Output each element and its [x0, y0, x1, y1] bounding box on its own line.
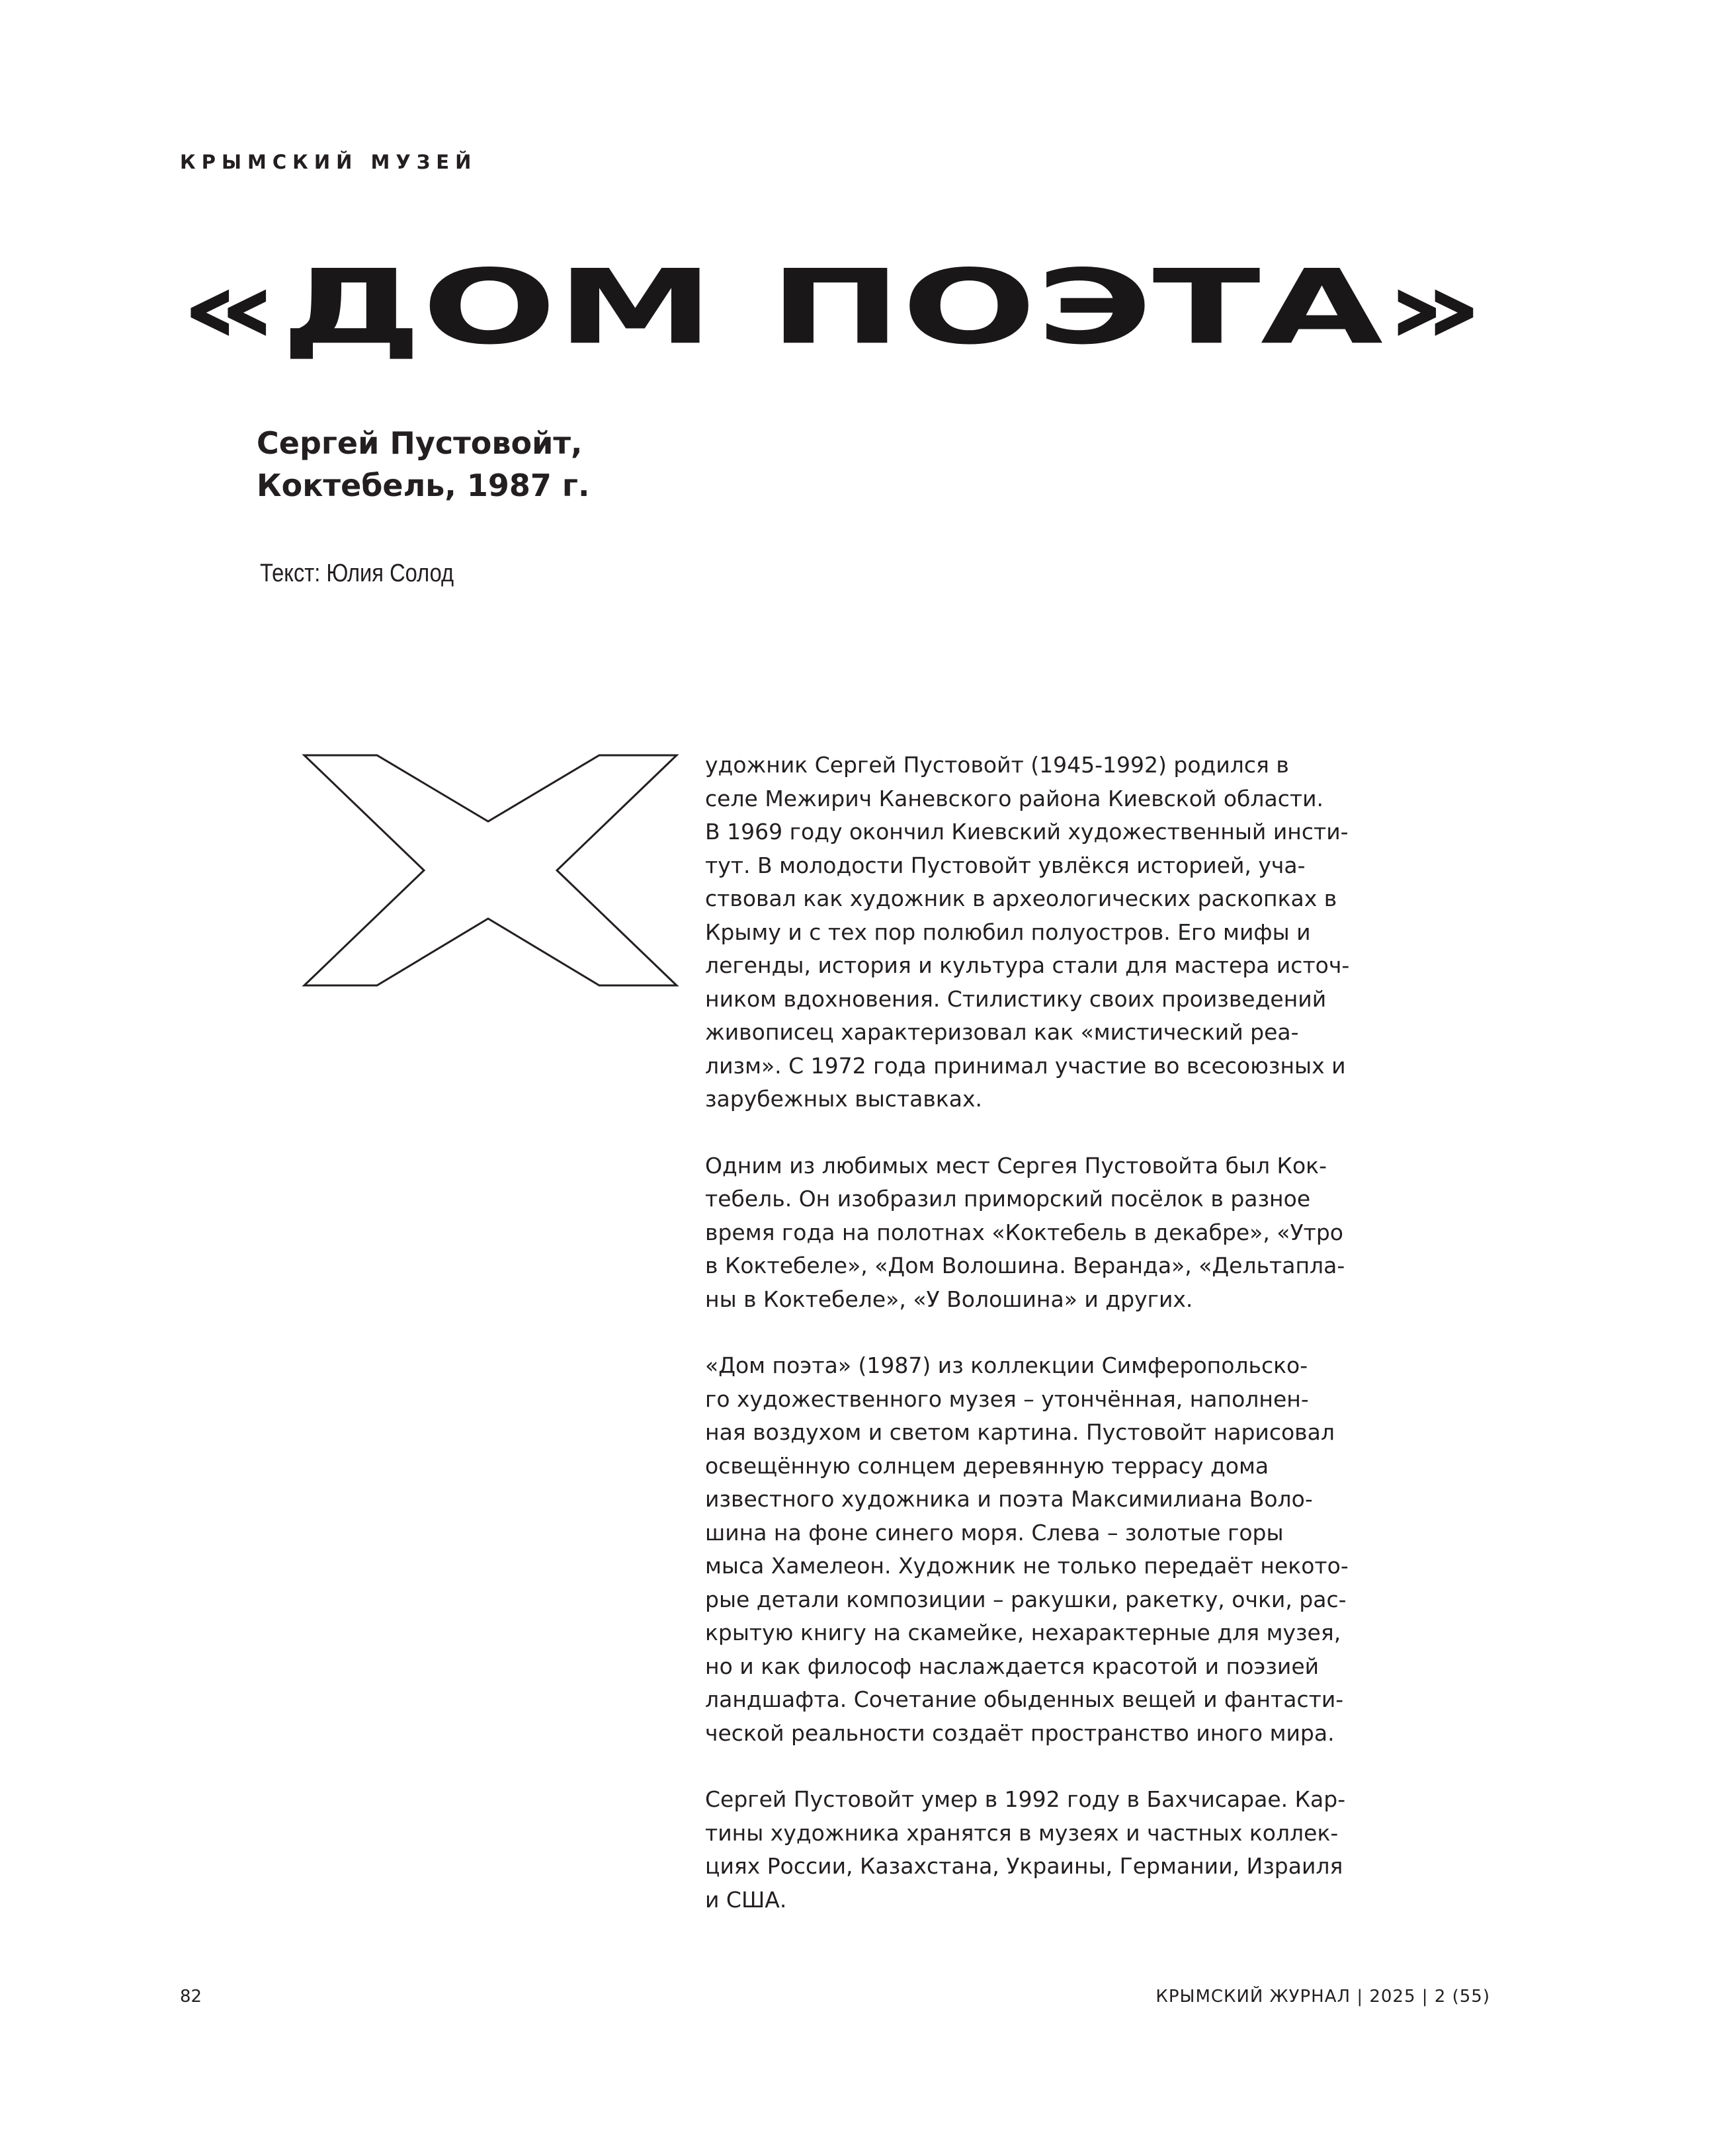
- caption-line-place-year: Коктебель, 1987 г.: [257, 468, 590, 503]
- text-line: Сергей Пустовойт умер в 1992 году в Бахчисарае. Кар-: [705, 1786, 1346, 1812]
- text-line: ником вдохновения. Стилистику своих произведений: [705, 985, 1327, 1012]
- text-line: легенды, история и культура стали для мастера источ-: [705, 952, 1350, 978]
- text-line: лизм». С 1972 года принимал участие во всесоюзных и: [705, 1052, 1346, 1079]
- article-title: «ДОМ ПОЭТА»: [179, 247, 1486, 368]
- drop-cap-letter: [301, 754, 681, 987]
- article-body: [705, 749, 1419, 1950]
- artwork-caption: [257, 422, 589, 507]
- paragraph-3: [705, 1349, 1419, 1750]
- page-number: 82: [180, 1987, 202, 2007]
- text-line: «Дом поэта» (1987) из коллекции Симферопольско-: [705, 1352, 1308, 1378]
- text-line: в Коктебеле», «Дом Волошина. Веранда», «Дельтапла-: [705, 1253, 1345, 1278]
- text-line: мыса Хамелеон. Художник не только передаёт некото-: [705, 1553, 1349, 1579]
- text-line: удожник Сергей Пустовойт (1945-1992) родился в: [705, 752, 1289, 778]
- text-line: Одним из любимых мест Сергея Пустовойта был Кок-: [705, 1152, 1327, 1179]
- text-line: крытую книгу на скамейке, нехарактерные для музея,: [705, 1620, 1341, 1645]
- text-line: циях России, Казахстана, Украины, Германии, Израиля: [705, 1853, 1343, 1879]
- text-line: тебель. Он изобразил приморский посёлок в разное: [705, 1186, 1311, 1212]
- paragraph-1: [705, 749, 1419, 1116]
- caption-line-artist: Сергей Пустовойт,: [257, 425, 583, 461]
- text-line: ландшафта. Сочетание обыденных вещей и фантасти-: [705, 1686, 1344, 1712]
- paragraph-2: [705, 1149, 1419, 1317]
- text-line: ческой реальности создаёт пространство иного мира.: [705, 1720, 1335, 1746]
- text-line: зарубежных выставках.: [705, 1086, 982, 1112]
- running-footer: КРЫМСКИЙ ЖУРНАЛ | 2025 | 2 (55): [1155, 1987, 1490, 2007]
- text-line: известного художника и поэта Максимилиана Воло-: [705, 1486, 1313, 1512]
- text-line: рые детали композиции – ракушки, ракетку, очки, рас-: [705, 1586, 1347, 1612]
- author-byline: Текст: Юлия Солод: [260, 560, 454, 587]
- text-line: го художественного музея – утончённая, наполнен-: [705, 1386, 1309, 1412]
- text-line: ная воздухом и светом картина. Пустовойт нарисовал: [705, 1419, 1335, 1445]
- text-line: тины художника хранятся в музеях и частных коллек-: [705, 1819, 1339, 1846]
- text-line: освещённую солнцем деревянную террасу дома: [705, 1452, 1269, 1479]
- drop-cap-outline: [304, 755, 677, 985]
- text-line: и США.: [705, 1886, 787, 1913]
- text-line: селе Межирич Каневского района Киевской области.: [705, 785, 1324, 811]
- text-line: время года на полотнах «Коктебель в декабре», «Утро: [705, 1219, 1343, 1245]
- text-line: шина на фоне синего моря. Слева – золотые горы: [705, 1519, 1284, 1546]
- section-label: КРЫМСКИЙ МУЗЕЙ: [180, 151, 478, 173]
- text-line: но и как философ наслаждается красотой и поэзией: [705, 1653, 1320, 1679]
- text-line: В 1969 году окончил Киевский художественный инсти-: [705, 819, 1349, 845]
- text-line: живописец характеризовал как «мистический реа-: [705, 1019, 1299, 1045]
- text-line: ствовал как художник в археологических раскопках в: [705, 886, 1337, 911]
- paragraph-4: [705, 1783, 1419, 1917]
- text-line: тут. В молодости Пустовойт увлёкся историей, уча-: [705, 852, 1306, 878]
- text-line: Крыму и с тех пор полюбил полуостров. Его мифы и: [705, 919, 1311, 945]
- text-line: ны в Коктебеле», «У Волошина» и других.: [705, 1286, 1193, 1312]
